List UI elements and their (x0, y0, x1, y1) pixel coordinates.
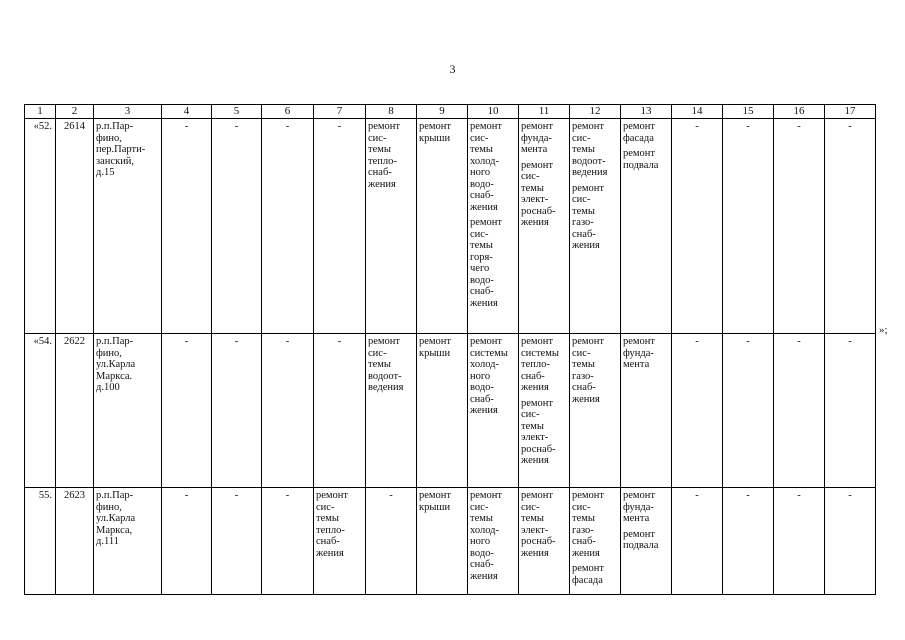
work-cell-col-8 (366, 119, 417, 334)
work-item: ремонт фунда- мента (521, 121, 554, 155)
column-header-12: 12 (570, 105, 621, 119)
address-cell (94, 488, 162, 595)
work-item: ремонт сис- темы тепло- снаб- жения (368, 121, 401, 190)
row-code: 2614 (56, 119, 94, 334)
empty-cell-col-16: - (774, 488, 825, 595)
row-number: 55. (25, 488, 56, 595)
address-text: р.п.Пар- фино, пер.Парти- занский, д.15 (96, 121, 146, 178)
work-item: ремонт сис- темы газо- снаб- жения (572, 490, 605, 559)
work-item: ремонт крыши (419, 336, 452, 359)
work-cell-col-13 (621, 119, 672, 334)
row-number: «52. (25, 119, 56, 334)
work-cell-col-12 (570, 488, 621, 595)
work-cell-col-11 (519, 488, 570, 595)
address-cell (94, 119, 162, 334)
column-header-5: 5 (212, 105, 262, 119)
column-header-13: 13 (621, 105, 672, 119)
work-cell-col-13 (621, 334, 672, 488)
empty-cell-col-5: - (212, 488, 262, 595)
row-code: 2623 (56, 488, 94, 595)
work-item: ремонт сис- темы элект- роснаб- жения (521, 159, 556, 228)
empty-cell-col-8: - (366, 488, 417, 595)
work-item: ремонт подвала (623, 528, 659, 551)
empty-cell-col-16: - (774, 334, 825, 488)
work-cell-col-9 (417, 334, 468, 488)
work-item: ремонт сис- темы горя- чего водо- снаб- жения (470, 217, 503, 309)
column-header-9: 9 (417, 105, 468, 119)
table-row (25, 334, 876, 488)
work-cell-col-10 (468, 119, 519, 334)
address-cell (94, 334, 162, 488)
work-cell-col-12 (570, 119, 621, 334)
row-number: «54. (25, 334, 56, 488)
work-item: ремонт подвала (623, 148, 659, 171)
column-header-16: 16 (774, 105, 825, 119)
empty-cell-col-15: - (723, 334, 774, 488)
work-cell-col-10 (468, 488, 519, 595)
work-item: ремонт фасада (572, 563, 605, 586)
closing-quote-mark: »; (879, 324, 888, 336)
empty-cell-col-14: - (672, 488, 723, 595)
work-item: ремонт сис- темы холод- ного водо- снаб- жения (470, 121, 503, 213)
work-item: ремонт фасада (623, 121, 656, 144)
work-item: ремонт сис- темы газо- снаб- жения (572, 182, 605, 251)
empty-cell-col-4: - (162, 334, 212, 488)
work-cell-col-11 (519, 334, 570, 488)
work-item: ремонт сис- темы газо- снаб- жения (572, 336, 605, 405)
empty-cell-col-17: - (825, 119, 876, 334)
column-header-17: 17 (825, 105, 876, 119)
page-number: 3 (449, 62, 456, 76)
column-header-14: 14 (672, 105, 723, 119)
column-header-8: 8 (366, 105, 417, 119)
column-header-7: 7 (314, 105, 366, 119)
work-item: ремонт сис- темы элект- роснаб- жения (521, 490, 556, 559)
empty-cell-col-15: - (723, 488, 774, 595)
table-row (25, 119, 876, 334)
work-item: ремонт сис- темы холод- ного водо- снаб- жения (470, 490, 503, 582)
work-cell-col-12 (570, 334, 621, 488)
empty-cell-col-5: - (212, 334, 262, 488)
work-item: ремонт сис- темы водоот- ведения (368, 336, 404, 393)
work-item: ремонт фунда- мента (623, 336, 656, 370)
empty-cell-col-6: - (262, 119, 314, 334)
work-item: ремонт системы холод- ного водо- снаб- жения (470, 336, 508, 416)
empty-cell-col-7: - (314, 334, 366, 488)
empty-cell-col-7: - (314, 119, 366, 334)
work-item: ремонт системы тепло- снаб- жения (521, 336, 559, 393)
column-header-15: 15 (723, 105, 774, 119)
work-item: ремонт сис- темы элект- роснаб- жения (521, 397, 556, 466)
work-item: ремонт фунда- мента (623, 490, 656, 524)
work-cell-col-13 (621, 488, 672, 595)
work-item: ремонт крыши (419, 490, 452, 513)
empty-cell-col-16: - (774, 119, 825, 334)
address-text: р.п.Пар- фино, ул.Карла Маркса, д.111 (96, 490, 136, 547)
column-header-3: 3 (94, 105, 162, 119)
work-cell-col-7 (314, 488, 366, 595)
column-header-1: 1 (25, 105, 56, 119)
column-header-4: 4 (162, 105, 212, 119)
work-item: ремонт сис- темы водоот- ведения (572, 121, 608, 178)
empty-cell-col-14: - (672, 119, 723, 334)
empty-cell-col-4: - (162, 119, 212, 334)
column-header-6: 6 (262, 105, 314, 119)
header-row (25, 105, 876, 119)
repair-schedule-table (24, 104, 876, 595)
empty-cell-col-14: - (672, 334, 723, 488)
row-code: 2622 (56, 334, 94, 488)
work-cell-col-8 (366, 334, 417, 488)
column-header-10: 10 (468, 105, 519, 119)
table-row (25, 488, 876, 595)
empty-cell-col-17: - (825, 334, 876, 488)
work-cell-col-9 (417, 488, 468, 595)
column-header-2: 2 (56, 105, 94, 119)
address-text: р.п.Пар- фино, ул.Карла Маркса. д.100 (96, 336, 136, 393)
work-item: ремонт крыши (419, 121, 452, 144)
work-cell-col-10 (468, 334, 519, 488)
empty-cell-col-6: - (262, 334, 314, 488)
work-item: ремонт сис- темы тепло- снаб- жения (316, 490, 349, 559)
empty-cell-col-5: - (212, 119, 262, 334)
work-cell-col-11 (519, 119, 570, 334)
empty-cell-col-6: - (262, 488, 314, 595)
work-cell-col-9 (417, 119, 468, 334)
column-header-11: 11 (519, 105, 570, 119)
empty-cell-col-17: - (825, 488, 876, 595)
empty-cell-col-15: - (723, 119, 774, 334)
empty-cell-col-4: - (162, 488, 212, 595)
